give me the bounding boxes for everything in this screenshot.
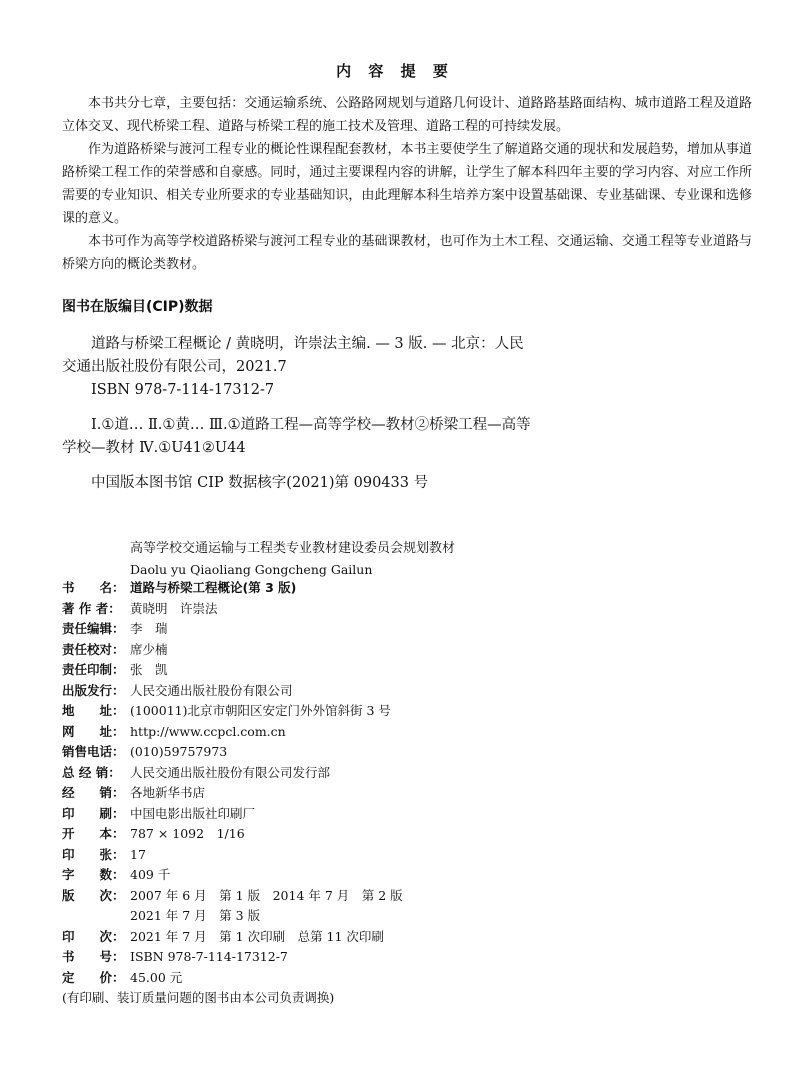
- info-value: 人民交通出版社股份有限公司发行部: [130, 764, 331, 780]
- info-label: 责任编辑：: [62, 621, 125, 636]
- info-label: 地 址：: [62, 703, 125, 718]
- info-label: 经 销：: [62, 785, 125, 800]
- info-value: http://www.ccpcl.com.cn: [130, 723, 286, 739]
- info-label: 总 经 销：: [62, 764, 121, 780]
- info-row: [62, 845, 752, 866]
- info-label: 书 号：: [62, 949, 125, 964]
- summary-paragraph: 本书共分七章，主要包括：交通运输系统、公路路网规划与道路几何设计、道路路基路面结构、城市道路工程及道路立体交叉、现代桥梁工程、道路与桥梁工程的施工技术及管理、道路工程的可持续发展。: [62, 96, 752, 134]
- info-value: 席少楠: [130, 641, 168, 657]
- info-value: 黄晓明 许崇法: [130, 600, 218, 616]
- cip-line: 中国版本图书馆 CIP 数据核字(2021)第 090433 号: [91, 475, 429, 491]
- series-block: [130, 538, 455, 580]
- info-row: [62, 804, 752, 825]
- info-row: [62, 947, 752, 968]
- info-value: 2021 年 7 月 第 3 版: [130, 908, 261, 923]
- info-row: [62, 824, 752, 845]
- info-row: [62, 906, 752, 927]
- info-row: [62, 619, 752, 640]
- info-value: (010)59757973: [130, 744, 228, 759]
- info-row: [62, 783, 752, 804]
- summary-paragraph: 本书可作为高等学校道路桥梁与渡河工程专业的基础课教材，也可作为土木工程、交通运输、交通工程等专业道路与桥梁方向的概论类教材。: [62, 234, 752, 272]
- info-row: [62, 640, 752, 661]
- info-value: 道路与桥梁工程概论(第 3 版): [130, 580, 297, 595]
- cip-data-block: [62, 333, 532, 495]
- cip-heading: 图书在版编目(CIP)数据: [62, 299, 213, 315]
- info-row: [62, 886, 752, 907]
- info-row: [62, 927, 752, 948]
- info-value: 李 瑞: [130, 621, 168, 636]
- info-row: [62, 968, 752, 989]
- info-label: 版 次：: [62, 887, 125, 903]
- info-label: 开 本：: [62, 826, 125, 841]
- info-row: [62, 660, 752, 681]
- info-row: [62, 763, 752, 784]
- info-value: 409 千: [130, 867, 171, 882]
- info-label: 书 名：: [62, 580, 125, 595]
- info-value: 张 凯: [130, 662, 168, 677]
- info-label: 责任校对：: [62, 641, 125, 657]
- info-value: (100011)北京市朝阳区安定门外外馆斜街 3 号: [130, 703, 391, 718]
- info-label: 定 价：: [62, 969, 125, 985]
- info-value: 17: [130, 846, 146, 862]
- publication-info: [62, 578, 752, 1009]
- info-label: 网 址：: [62, 723, 125, 739]
- cip-line: Ⅰ.①道… Ⅱ.①黄… Ⅲ.①道路工程—高等学校—教材②桥梁工程—高等学校—教材 Ⅳ.①U41②U44: [62, 417, 531, 456]
- info-label: 印 张：: [62, 846, 125, 862]
- info-row: [62, 599, 752, 620]
- summary-section: [62, 92, 752, 276]
- info-label: 销售电话：: [62, 744, 125, 759]
- info-value: 45.00 元: [130, 969, 183, 985]
- cip-line: ISBN 978-7-114-17312-7: [91, 382, 275, 398]
- quality-note: (有印刷、装订质量问题的图书由本公司负责调换): [62, 990, 335, 1005]
- info-value: 各地新华书店: [130, 785, 206, 800]
- info-row: [62, 681, 752, 702]
- info-label: 著 作 者：: [62, 600, 121, 616]
- info-value: 2007 年 6 月 第 1 版 2014 年 7 月 第 2 版: [130, 887, 403, 903]
- title-pinyin: Daolu yu Qiaoliang Gongcheng Gailun: [130, 562, 373, 577]
- info-value: ISBN 978-7-114-17312-7: [130, 949, 288, 964]
- summary-title: 内 容 提 要: [336, 62, 454, 80]
- info-value: 787 × 1092 1/16: [130, 826, 245, 841]
- info-value: 2021 年 7 月 第 1 次印刷 总第 11 次印刷: [130, 928, 384, 944]
- info-label: 出版发行：: [62, 682, 125, 698]
- info-label: 印 次：: [62, 928, 125, 944]
- info-row: [62, 578, 752, 599]
- info-row: [62, 722, 752, 743]
- info-row: [62, 742, 752, 763]
- cip-line: 道路与桥梁工程概论 / 黄晓明，许崇法主编. — 3 版. — 北京：人民交通出版社股份有限公司，2021.7: [62, 336, 524, 375]
- info-label: 字 数：: [62, 867, 125, 882]
- series-name: 高等学校交通运输与工程类专业教材建设委员会规划教材: [130, 541, 456, 556]
- info-row: [62, 701, 752, 722]
- info-value: 人民交通出版社股份有限公司: [130, 682, 293, 698]
- info-value: 中国电影出版社印刷厂: [130, 805, 256, 821]
- info-label: 印 刷：: [62, 805, 125, 821]
- info-row: [62, 865, 752, 886]
- info-label: 责任印制：: [62, 662, 125, 677]
- summary-paragraph: 作为道路桥梁与渡河工程专业的概论性课程配套教材，本书主要使学生了解道路交通的现状和发展趋势，增加从事道路桥梁工程工作的荣誉感和自豪感。同时，通过主要课程内容的讲解，让学生了解本科四年主要的学习内容、对应工作所需要的专业知识、相关专业所要求的专业基础知识，由此理解本科生培养方案中设置基础课、专业基础课、专业课和选修课的意义。: [62, 142, 752, 226]
